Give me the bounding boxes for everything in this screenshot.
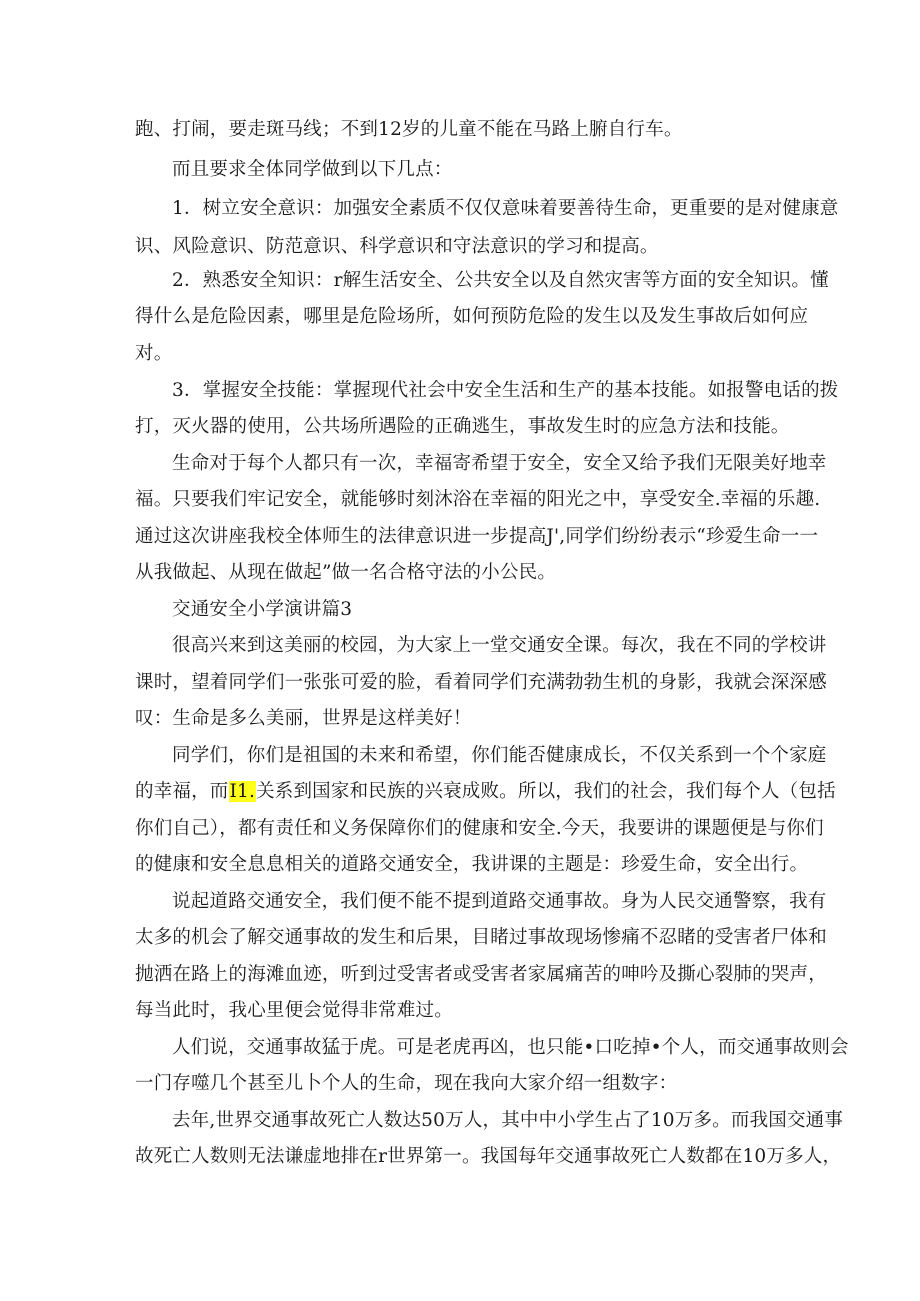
text-line: [135, 779, 836, 805]
text-line: 故死亡人数则无法谦虚地排在r世界第一。我国每年交通事故死亡人数都在10万多人，: [135, 1146, 842, 1167]
text-line: 的健康和安全息息相关的道路交通安全，我讲课的主题是：珍爱生命，安全出行。: [135, 854, 809, 875]
text-line: 3．掌握安全技能：掌握现代社会中安全生活和生产的基本技能。如报警电话的拨: [172, 380, 839, 401]
text-line: 而且要求全体同学做到以下几点：: [172, 159, 453, 180]
text-line: 说起道路交通安全，我们便不能不提到道路交通事故。身为人民交通警察，我有: [172, 891, 827, 912]
text-line: 人们说，交通事故猛于虎。可是老虎再凶，也只能•口吃掉•个人，而交通事故则会: [172, 1037, 849, 1058]
text-segment: 关系到国家和民族的兴衰成败。所以，我们的社会，我们每个人（包括: [256, 781, 836, 802]
text-line: 对。: [135, 343, 173, 364]
text-line: 课时，望着同学们一张张可爱的脸，看着同学们充满勃勃生机的身影，我就会深深感: [135, 672, 827, 693]
text-line: 跑、打闹，要走斑马线；不到12岁的儿童不能在马路上腑自行车。: [135, 119, 683, 140]
text-line: 每当此时，我心里便会觉得非常难过。: [135, 1000, 453, 1021]
text-line: 生命对于每个人都只有一次，幸福寄希望于安全，安全又给予我们无限美好地幸: [172, 453, 827, 474]
text-line: 得什么是危险因素，哪里是危险场所，如何预防危险的发生以及发生事故后如何应: [135, 306, 809, 327]
text-line: 打，灭火器的使用，公共场所遇险的正确逃生，事故发生时的应急方法和技能。: [135, 416, 790, 437]
text-line: 太多的机会了解交通事故的发生和后果，目睹过事故现场惨痛不忍睹的受害者尸体和: [135, 927, 827, 948]
text-line: 福。只要我们牢记安全，就能够时刻沐浴在幸福的阳光之中，享受安全.幸福的乐趣.: [135, 489, 821, 510]
text-line: 识、风险意识、防范意识、科学意识和守法意识的学习和提高。: [135, 236, 659, 257]
text-line: 同学们，你们是祖国的未来和希望，你们能否健康成长，不仅关系到一个个家庭: [172, 745, 827, 766]
text-segment: 的幸福，而: [135, 781, 229, 802]
text-line: 抛洒在路上的海滩血迹，听到过受害者或受害者家属痛苦的呻吟及撕心裂肺的哭声，: [135, 964, 827, 985]
text-line: 1．树立安全意识：加强安全素质不仅仅意味着要善待生命，更重要的是对健康意: [172, 198, 839, 219]
section-heading: 交通安全小学演讲篇3: [172, 599, 353, 620]
text-line: 2．熟悉安全知识：r解生活安全、公共安全以及自然灾害等方面的安全知识。懂: [172, 270, 829, 291]
text-line: 很高兴来到这美丽的校园，为大家上一堂交通安全课。每次，我在不同的学校讲: [172, 635, 827, 656]
text-line: 叹：生命是多么美丽，世界是这样美好！: [135, 708, 472, 729]
text-line: 去年,世界交通事故死亡人数达50万人，其中中小学生占了10万多。而我国交通事: [172, 1110, 844, 1131]
text-line: 一门存噬几个甚至儿卜个人的生命，现在我向大家介绍一组数字：: [135, 1073, 678, 1094]
highlighted-text: I1.: [229, 781, 256, 802]
text-line: 你们自己），都有责任和义务保障你们的健康和安全.今天，我要讲的课题便是与你们: [135, 818, 824, 839]
text-line: 通过这次讲座我校全体师生的法律意识进一步提高J',同学们纷纷表示“珍爱生命一一: [135, 526, 819, 547]
text-line: 从我做起、从现在做起”做一名合格守法的小公民。: [135, 562, 557, 583]
